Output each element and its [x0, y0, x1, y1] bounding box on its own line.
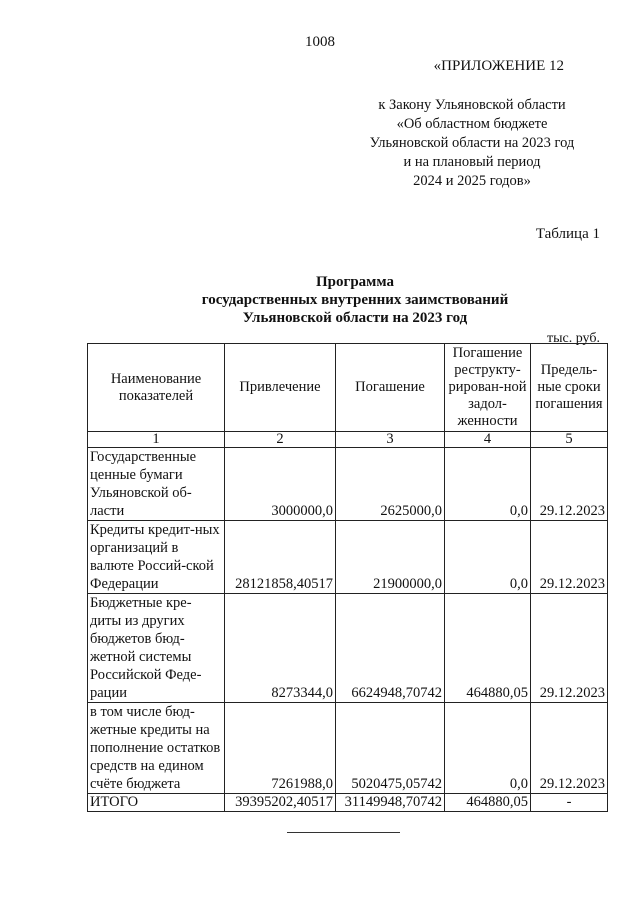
column-number: 1	[88, 432, 225, 448]
deadline-value: 29.12.2023	[531, 448, 608, 521]
title-line: Программа	[316, 274, 394, 290]
table-row	[88, 594, 608, 703]
appendix-reference-line: Ульяновской области на 2023 год	[369, 135, 575, 151]
column-header: Наименование показателей	[88, 344, 225, 432]
column-header: Предель-ные сроки погашения	[531, 344, 608, 432]
row-name: в том числе бюд-жетные кредиты на пополнение остатков средств на едином счёте бюджета	[88, 703, 225, 794]
appendix-reference-line: к Закону Ульяновской области	[378, 97, 566, 113]
title-line: государственных внутренних заимствований	[201, 292, 509, 308]
column-number: 5	[531, 432, 608, 448]
table-header-row	[88, 344, 608, 432]
total-label: ИТОГО	[88, 794, 225, 812]
table-number: Таблица 1	[535, 226, 600, 242]
row-name: Кредиты кредит-ных организаций в валюте Россий-ской Федерации	[88, 521, 225, 594]
restructured-value: 464880,05	[445, 594, 531, 703]
table-row	[88, 448, 608, 521]
repayment-value: 21900000,0	[336, 521, 445, 594]
total-restructured: 464880,05	[445, 794, 531, 812]
total-row	[88, 794, 608, 812]
restructured-value: 0,0	[445, 448, 531, 521]
deadline-value: 29.12.2023	[531, 703, 608, 794]
title-line: Ульяновской области на 2023 год	[242, 310, 468, 326]
repayment-value: 6624948,70742	[336, 594, 445, 703]
column-header: Погашение реструкту-рирован-ной задол-женности	[445, 344, 531, 432]
deadline-value: 29.12.2023	[531, 594, 608, 703]
column-number-row	[88, 432, 608, 448]
repayment-value: 2625000,0	[336, 448, 445, 521]
restructured-value: 0,0	[445, 521, 531, 594]
total-repayment: 31149948,70742	[336, 794, 445, 812]
appendix-reference	[342, 96, 602, 191]
table-row	[88, 703, 608, 794]
restructured-value: 0,0	[445, 703, 531, 794]
total-deadline: -	[531, 794, 608, 812]
column-number: 2	[225, 432, 336, 448]
table-row	[88, 521, 608, 594]
raising-value: 3000000,0	[225, 448, 336, 521]
page-number: 1008	[305, 34, 335, 50]
document-title	[150, 273, 560, 327]
raising-value: 8273344,0	[225, 594, 336, 703]
column-header: Погашение	[336, 344, 445, 432]
column-number: 3	[336, 432, 445, 448]
appendix-reference-line: и на плановый период	[403, 154, 541, 170]
column-number: 4	[445, 432, 531, 448]
closing-rule	[287, 832, 400, 833]
total-raising: 39395202,40517	[225, 794, 336, 812]
deadline-value: 29.12.2023	[531, 521, 608, 594]
raising-value: 7261988,0	[225, 703, 336, 794]
raising-value: 28121858,40517	[225, 521, 336, 594]
appendix-reference-line: «Об областном бюджете	[396, 116, 548, 132]
column-header: Привлечение	[225, 344, 336, 432]
row-name: Государственные ценные бумаги Ульяновской об-ласти	[88, 448, 225, 521]
repayment-value: 5020475,05742	[336, 703, 445, 794]
units-label: тыс. руб.	[547, 331, 600, 346]
row-name: Бюджетные кре-диты из других бюджетов бюд-жетной системы Российской Феде-рации	[88, 594, 225, 703]
appendix-reference-line: 2024 и 2025 годов»	[413, 173, 531, 189]
borrowing-program-table	[87, 343, 608, 812]
appendix-title: «ПРИЛОЖЕНИЕ 12	[433, 58, 564, 74]
